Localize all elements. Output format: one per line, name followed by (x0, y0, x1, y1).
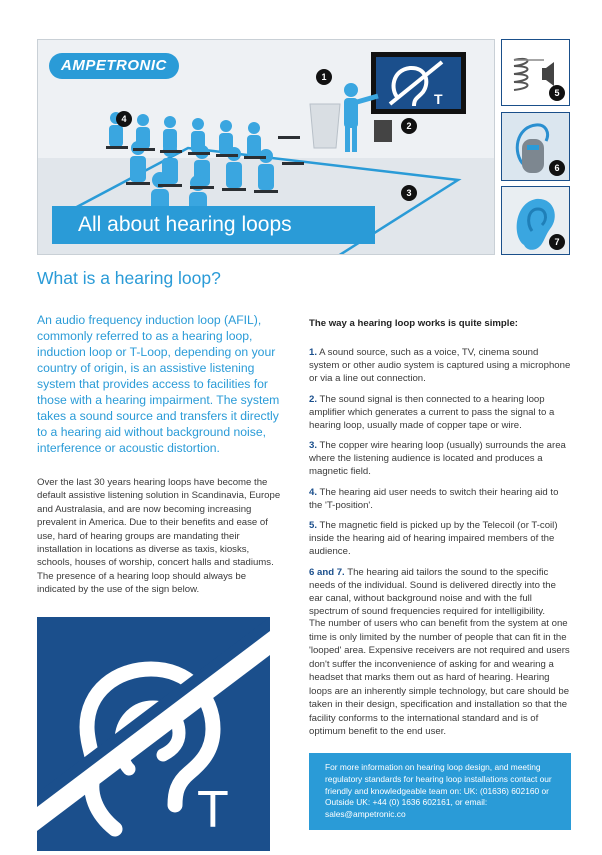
list-item (309, 346, 571, 385)
thumbnail-ear (501, 186, 570, 255)
history-paragraph: Over the last 30 years hearing loops have become the default assistive listening solution in Scandinavia, Europe and Australasia, and are now becoming increasing prevalent in America. Due to their benefits and ease of use, hard of hearing groups are mandating their installation in locations as diverse as taxis, kiosks, schools, houses of worship, concert halls and stadiums. The presence of a hearing loop should always be indicated by the use of the sign below. (37, 477, 281, 596)
sign-letter-t: T (197, 781, 229, 839)
list-item (309, 393, 571, 432)
step-text: The sound signal is then connected to a hearing loop amplifier which generates a current to pass the signal to a hearing loop, usually made of copper tape or wire. (309, 393, 555, 431)
step-number: 6 and 7. (309, 566, 345, 578)
list-item (309, 439, 571, 478)
hearing-loop-sign (37, 617, 270, 851)
hearing-loop-ear-icon (37, 617, 270, 851)
thumbnail-hearing-aid (501, 112, 570, 181)
list-item (309, 486, 571, 512)
callout-4: 4 (116, 111, 132, 127)
intro-paragraph: An audio frequency induction loop (AFIL), commonly referred to as a hearing loop, induction loop or T-Loop, depending on your country of origin, is an assistive listening system that provides access to facilities for those with a hearing impairment. The system takes a sound source and transfers it directly to a hearing aid without background noise, interference or acoustic distortion. (37, 313, 280, 455)
step-text: The hearing aid user needs to switch their hearing aid to the 'T-position'. (309, 486, 559, 511)
step-number: 3. (309, 440, 318, 451)
hero-title: All about hearing loops (52, 206, 375, 244)
hero-illustration (37, 39, 495, 255)
step-number: 1. (309, 347, 318, 358)
benefits-paragraph: The number of users who can benefit from the system at one time is only limited by the number of people that can fit in the 'looped' area. Expensive receivers are not required and users don't suffer the inconvenience of asking for and wearing a headset that marks them out as hard of hearing. Hearing loops are an inherently simple technology, but care should be taken in their design, specification and installation so that the facility conforms to the international standard and is of optimum benefit to the end user. (309, 618, 570, 737)
callout-2: 2 (401, 118, 417, 134)
steps-heading: The way a hearing loop works is quite simple: (309, 318, 518, 329)
list-item (309, 519, 571, 558)
page-title: What is a hearing loop? (37, 268, 221, 288)
step-text: The hearing aid tailors the sound to the specific needs of the individual. Sound is delivered directly into the ear canal, without background noise and with the full spectrum of sound frequencies required for intelligibility. (309, 566, 556, 617)
step-text: A sound source, such as a voice, TV, cinema sound system or other audio system is captured using a microphone or via a line out connection. (309, 347, 571, 384)
thumbnail-telecoil (501, 39, 570, 106)
callout-3: 3 (401, 185, 417, 201)
step-text: The copper wire hearing loop (usually) surrounds the area where the listening audience is located and produces a magnetic field. (309, 440, 566, 477)
step-number: 2. (309, 393, 318, 405)
screen-letter: T (434, 91, 443, 107)
callout-1: 1 (316, 69, 332, 85)
callout-5: 5 (549, 85, 565, 101)
list-item (309, 566, 571, 618)
steps-list (309, 346, 571, 625)
ampetronic-logo: AMPETRONIC (49, 53, 179, 79)
amplifier (374, 120, 392, 142)
contact-box: For more information on hearing loop design, and meeting regulatory standards for hearing loop installations contact our friendly and knowledgeable team on: UK: (01636) 602160 or Outside UK: +44 (0) 1636 602161, or email: sales@ampetronic.co (309, 753, 571, 830)
step-number: 5. (309, 520, 318, 531)
step-number: 4. (309, 486, 318, 498)
step-text: The magnetic field is picked up by the Telecoil (or T-coil) inside the hearing aid of hearing impaired members of the audience. (309, 520, 558, 557)
callout-6: 6 (549, 160, 565, 176)
callout-7: 7 (549, 234, 565, 250)
